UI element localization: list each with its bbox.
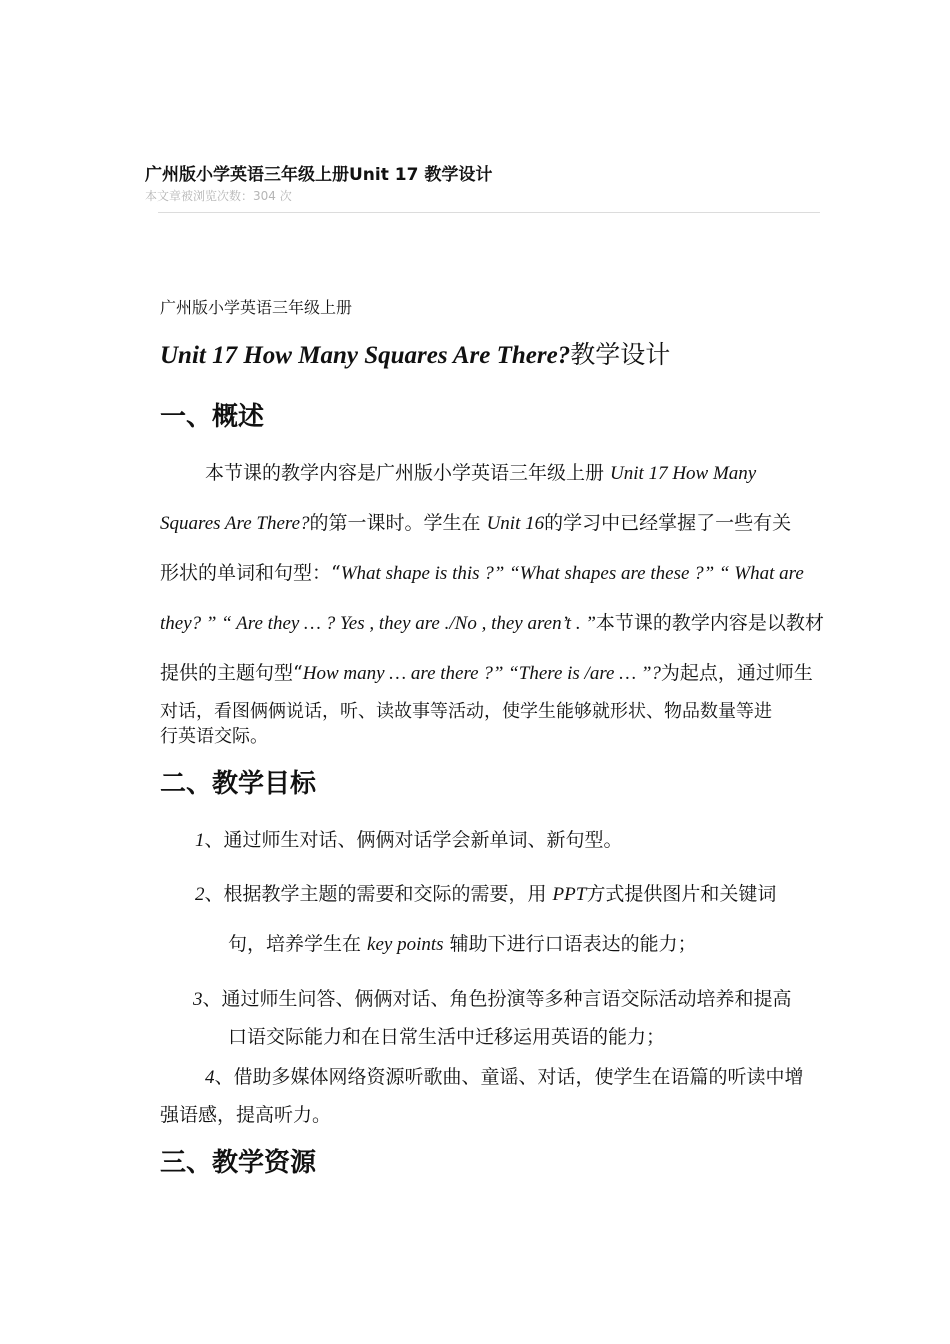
- overview-text-en: Squares Are There?: [160, 513, 310, 534]
- goal-number: 4: [205, 1067, 215, 1088]
- overview-line: [160, 508, 882, 535]
- overview-line: [160, 558, 882, 585]
- goal-item-continued: 口语交际能力和在日常生活中迁移运用英语的能力；: [228, 1026, 666, 1048]
- goal-text: 、通过师生问答、俩俩对话、角色扮演等多种言语交际活动培养和提高: [202, 988, 792, 1010]
- goal-text: 方式提供图片和关键词: [586, 883, 777, 905]
- article-title: 广州版小学英语三年级上册Unit 17 教学设计: [145, 165, 493, 185]
- section-heading-resources: 三、教学资源: [160, 1148, 317, 1178]
- overview-text-en: Unit 16: [486, 513, 545, 534]
- overview-text-en: Unit 17 How Many: [610, 463, 757, 484]
- goal-item-continued: [228, 929, 950, 956]
- goal-item: [195, 825, 917, 852]
- goal-text: 句，培养学生在: [228, 933, 368, 955]
- goal-number: 2: [195, 884, 205, 905]
- overview-text: 为起点，通过师生: [660, 662, 813, 684]
- overview-text: 本节课的教学内容是广州版小学英语三年级上册: [205, 462, 611, 484]
- overview-text-en: they? ” “ Are they … ? Yes , they are ./No , they aren’t . ”: [160, 613, 596, 634]
- overview-text-en: How many … are there ?” “There is /are … ”?: [302, 663, 661, 684]
- goal-item-continued: 强语感，提高听力。: [160, 1104, 332, 1126]
- overview-line: 对话，看图俩俩说话，听、读故事等活动，使学生能够就形状、物品数量等进: [160, 701, 772, 722]
- goal-text: 辅助下进行口语表达的能力；: [443, 933, 697, 955]
- goal-number: 1: [195, 830, 205, 851]
- goal-number: 3: [193, 989, 203, 1010]
- overview-text: 形状的单词和句型：“: [160, 562, 341, 584]
- goal-item: [205, 1062, 927, 1089]
- section-heading-overview: 一、概述: [160, 402, 265, 432]
- overview-text: 提供的主题句型“: [160, 662, 303, 684]
- overview-text: 的第一课时。学生在: [309, 512, 487, 534]
- view-count: 本文章被浏览次数：304 次: [145, 189, 292, 203]
- overview-line: [160, 658, 882, 685]
- goal-text: 、通过师生对话、俩俩对话学会新单词、新句型。: [204, 829, 623, 851]
- overview-line: [205, 458, 927, 485]
- doc-title: [160, 335, 670, 371]
- overview-text: 的学习中已经掌握了一些有关: [544, 512, 792, 534]
- goal-text-en: key points: [367, 934, 444, 955]
- section-heading-goals: 二、教学目标: [160, 769, 317, 799]
- goal-item: [193, 984, 915, 1011]
- doc-subtitle: 广州版小学英语三年级上册: [160, 298, 353, 317]
- doc-title-cn: 教学设计: [570, 340, 671, 369]
- doc-title-en: Unit 17 How Many Squares Are There?: [160, 342, 571, 369]
- divider: [158, 212, 820, 213]
- overview-line: 行英语交际。: [160, 726, 268, 747]
- overview-text-en: What shape is this ?” “What shapes are these ?” “ What are: [340, 563, 804, 584]
- overview-text: 本节课的教学内容是以教材: [595, 612, 824, 634]
- goal-item: [195, 879, 917, 906]
- goal-text: 、借助多媒体网络资源听歌曲、童谣、对话，使学生在语篇的听读中增: [214, 1066, 804, 1088]
- overview-line: [160, 608, 882, 635]
- goal-text: 、根据教学主题的需要和交际的需要，用: [204, 883, 553, 905]
- goal-text-en: PPT: [552, 884, 587, 905]
